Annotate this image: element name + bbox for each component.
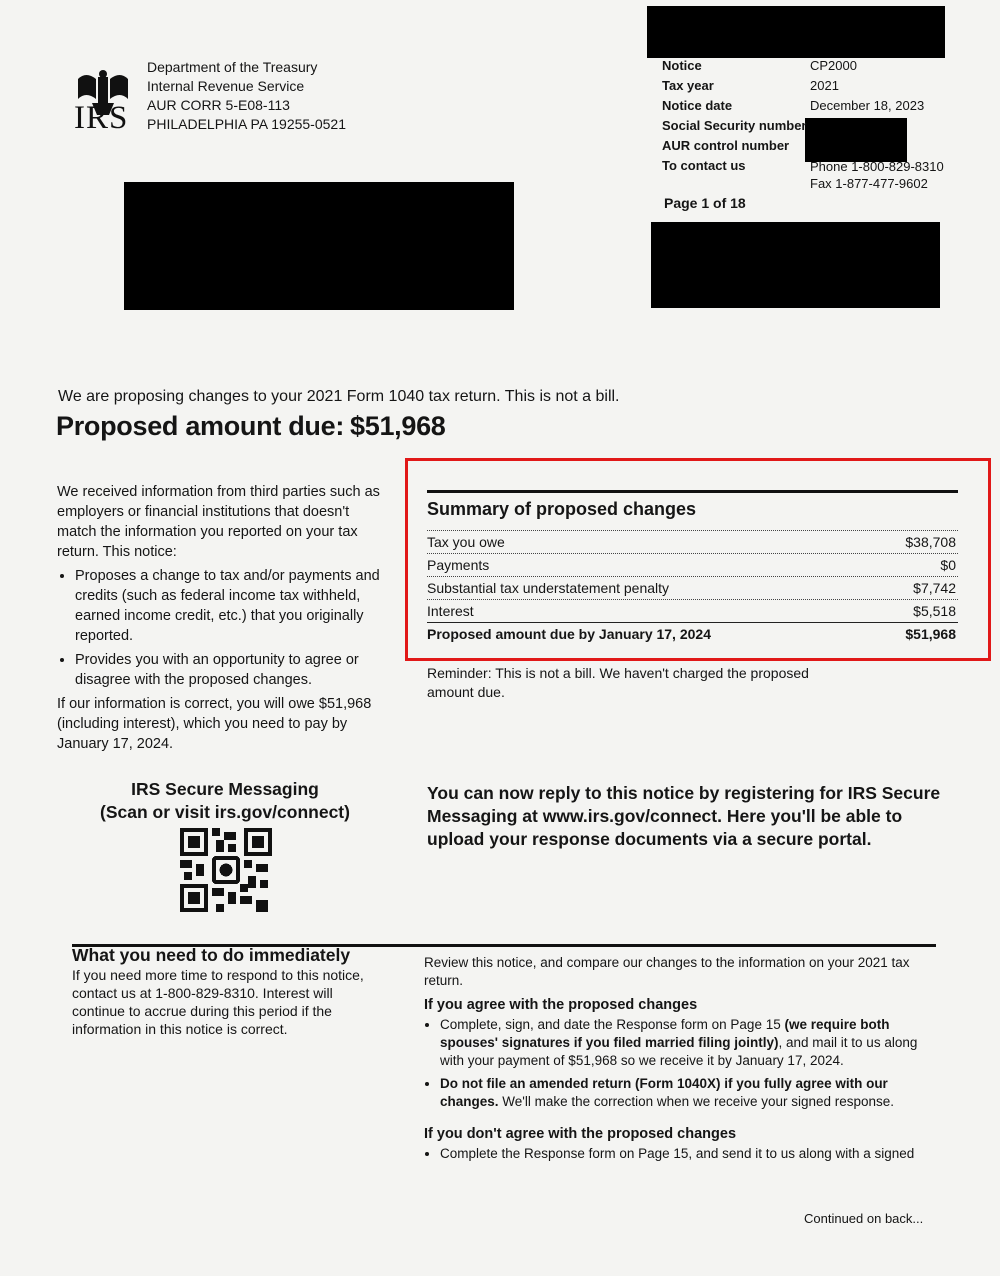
redaction-barcode [651, 222, 940, 308]
secure-messaging-text: You can now reply to this notice by registering for IRS Secure Messaging at www.irs.gov/connect. Here you'll be able to upload your response documents via a secure portal. [427, 783, 941, 849]
summary-of-proposed-changes [427, 490, 958, 645]
reminder-text: Reminder: This is not a bill. We haven't charged the proposed amount due. [427, 665, 809, 700]
tax-year-row: Tax year 2021 [662, 78, 839, 93]
qr-code-icon[interactable] [180, 828, 272, 912]
contact-row: To contact us Phone 1-800-829-8310 Fax 1-877-477-9602 [662, 158, 944, 191]
proposed-amount-value: $51,968 [350, 411, 446, 441]
list-item: • Complete, sign, and date the Response form on Page 15 (we require both spouses' signatures if you filed married filing jointly), and mail it to us along with your payment of $51,968 so we receive it by January 17, 2024. [440, 1016, 939, 1070]
summary-row-tax: Tax you owe $38,708 [427, 530, 958, 553]
summary-row-payments: Payments $0 [427, 553, 958, 576]
redaction-top-right [647, 6, 945, 58]
notice-row: Notice CP2000 [662, 58, 857, 73]
redaction-address [124, 182, 514, 310]
what-to-do-title: What you need to do immediately [72, 945, 351, 965]
summary-row-total: Proposed amount due by January 17, 2024 $51,968 [427, 622, 958, 645]
notice-info-table [662, 58, 962, 194]
ssn-row: Social Security number [662, 118, 807, 133]
proposed-amount-headline: Proposed amount due: $51,968 [56, 411, 446, 441]
summary-title: Summary of proposed changes [427, 499, 697, 519]
summary-row-penalty: Substantial tax understatement penalty $7,742 [427, 576, 958, 599]
list-item: • Provides you with an opportunity to agree or disagree with the proposed changes. [75, 650, 387, 690]
notice-explanation: We received information from third parties such as employers or financial institutions that doesn't match the information you reported on your tax return. This notice: • Proposes a change to tax and/or payments and credits (such as federal income tax withheld, earned income credit, etc.) that you originally reported. • Provides you with an opportunity to agree or disagree with the proposed changes. If our information is correct, you will owe $51,968 (including interest), which you need to pay by January 17, 2024. [57, 482, 387, 754]
fax-number: Fax 1-877-477-9602 [810, 176, 928, 191]
response-instructions: Review this notice, and compare our changes to the information on your 2021 tax return. If you agree with the proposed changes • Complete, sign, and date the Response form on Page 15 (we require both spouses' signatures if you filed married filing jointly), and mail it to us along with your payment of $51,968 so we receive it by January 17, 2024. • Do not file an amended return (Form 1040X) if you fully agree with our changes. We'll make the correction when we receive your signed response. If you don't agree with the proposed changes • Complete the Response form on Page 15, and send it to us along with a signed [424, 954, 939, 1168]
irs-wordmark: IRS [74, 100, 129, 136]
aur-control-row: AUR control number [662, 138, 790, 153]
agency-address: Department of the Treasury Internal Revenue Service AUR CORR 5-E08-113 PHILADELPHIA PA 19255-0521 [147, 59, 346, 132]
secure-messaging-title: IRS Secure Messaging (Scan or visit irs.gov/connect) [100, 779, 350, 822]
summary-row-interest: Interest $5,518 [427, 599, 958, 622]
list-item: • Complete the Response form on Page 15, and send it to us along with a signed [440, 1145, 939, 1163]
intro-statement: We are proposing changes to your 2021 Form 1040 tax return. This is not a bill. [58, 388, 620, 405]
notice-date-row: Notice date December 18, 2023 [662, 98, 925, 113]
disagree-heading: If you don't agree with the proposed changes [424, 1126, 737, 1142]
phone-number: Phone 1-800-829-8310 [810, 159, 944, 174]
continued-note: Continued on back... [804, 1211, 924, 1226]
what-to-do-section: What you need to do immediately If you need more time to respond to this notice, contact us at 1-800-829-8310. Interest will continue to accrue during this period if the information in this notice is correct. [72, 946, 372, 1038]
list-item: • Do not file an amended return (Form 1040X) if you fully agree with our changes. We'll make the correction when we receive your signed response. [440, 1075, 939, 1111]
agree-heading: If you agree with the proposed changes [424, 997, 698, 1013]
page-indicator: Page 1 of 18 [664, 195, 746, 211]
list-item: • Proposes a change to tax and/or payments and credits (such as federal income tax withheld, earned income credit, etc.) that you originally reported. [75, 566, 387, 646]
